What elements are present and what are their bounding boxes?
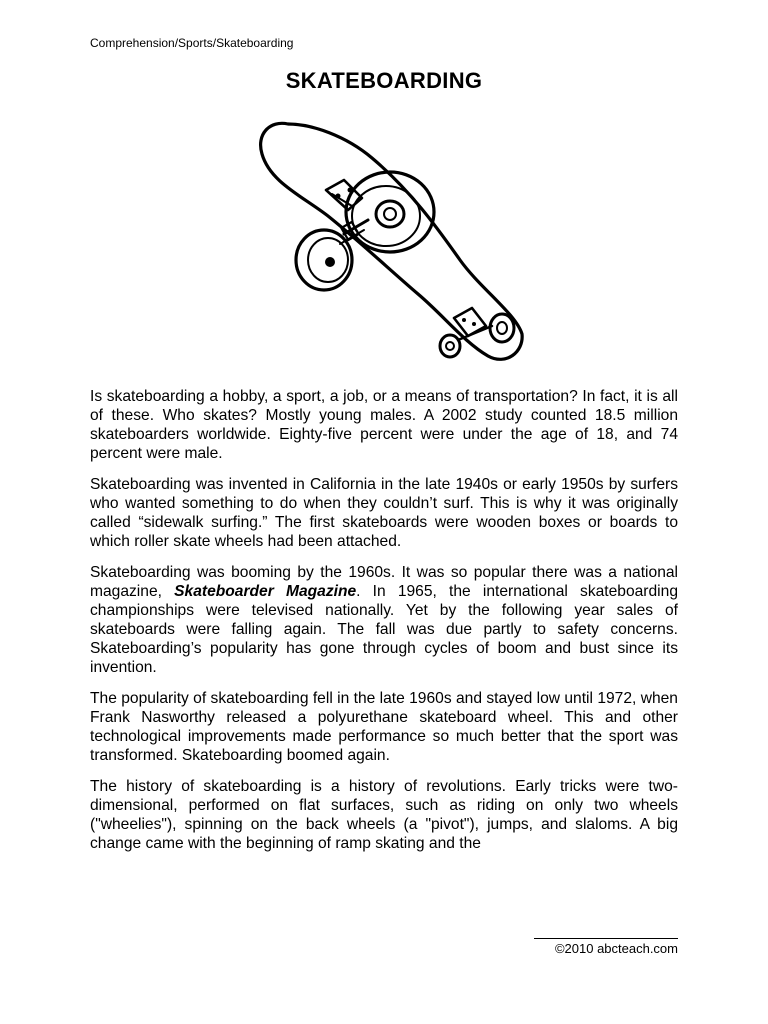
magazine-name: Skateboarder Magazine — [174, 583, 357, 600]
paragraph-2: Skateboarding was invented in California in the late 1940s or early 1950s by surfers who wanted something to do when they couldn’t surf. This is why it was originally called “sidewalk surfing.” The first skateboards were wooden boxes or boards to which roller skate wheels had been attached. — [90, 476, 678, 550]
article-body — [90, 387, 678, 865]
paragraph-5: The history of skateboarding is a history of revolutions. Early tricks were two-dimensional, performed on flat surfaces, such as riding on only two wheels ("wheelies"), spinning on the back wheels (a "pivot"), jumps, and slaloms. A big change came with the beginning of ramp skating and the — [90, 778, 678, 852]
footer-divider — [534, 938, 678, 939]
skateboard-illustration — [240, 112, 540, 374]
copyright-footer: ©2010 abcteach.com — [554, 941, 678, 956]
paragraph-1: Is skateboarding a hobby, a sport, a job, or a means of transportation? In fact, it is all of these. Who skates? Mostly young males. A 2002 study counted 18.5 million skateboarders worldwide. Eighty-five percent were under the age of 18, and 74 percent were male. — [90, 388, 678, 462]
page-title: SKATEBOARDING — [285, 68, 483, 93]
large-wheel-icon — [346, 172, 434, 252]
small-wheel-icon — [296, 230, 352, 290]
paragraph-3-end: . In 1965, the international skateboarding championships were televised nationally. Yet by the following year sales of skateboards were falling again. The fall was due partly to safety concerns. Skateboarding’s popularity has gone through cycles of boom and bust since its invention. — [90, 583, 678, 676]
paragraph-3-start: Skateboarding was booming by the 1960s. It was so popular there was a national magazine, — [90, 564, 678, 600]
breadcrumb: Comprehension/Sports/Skateboarding — [90, 36, 294, 50]
paragraph-4: The popularity of skateboarding fell in the late 1960s and stayed low until 1972, when Frank Nasworthy released a polyurethane skateboard wheel. This and other technological improvements made performance so much better that the sport was transformed. Skateboarding boomed again. — [90, 690, 678, 764]
paragraph-3 — [90, 563, 678, 677]
